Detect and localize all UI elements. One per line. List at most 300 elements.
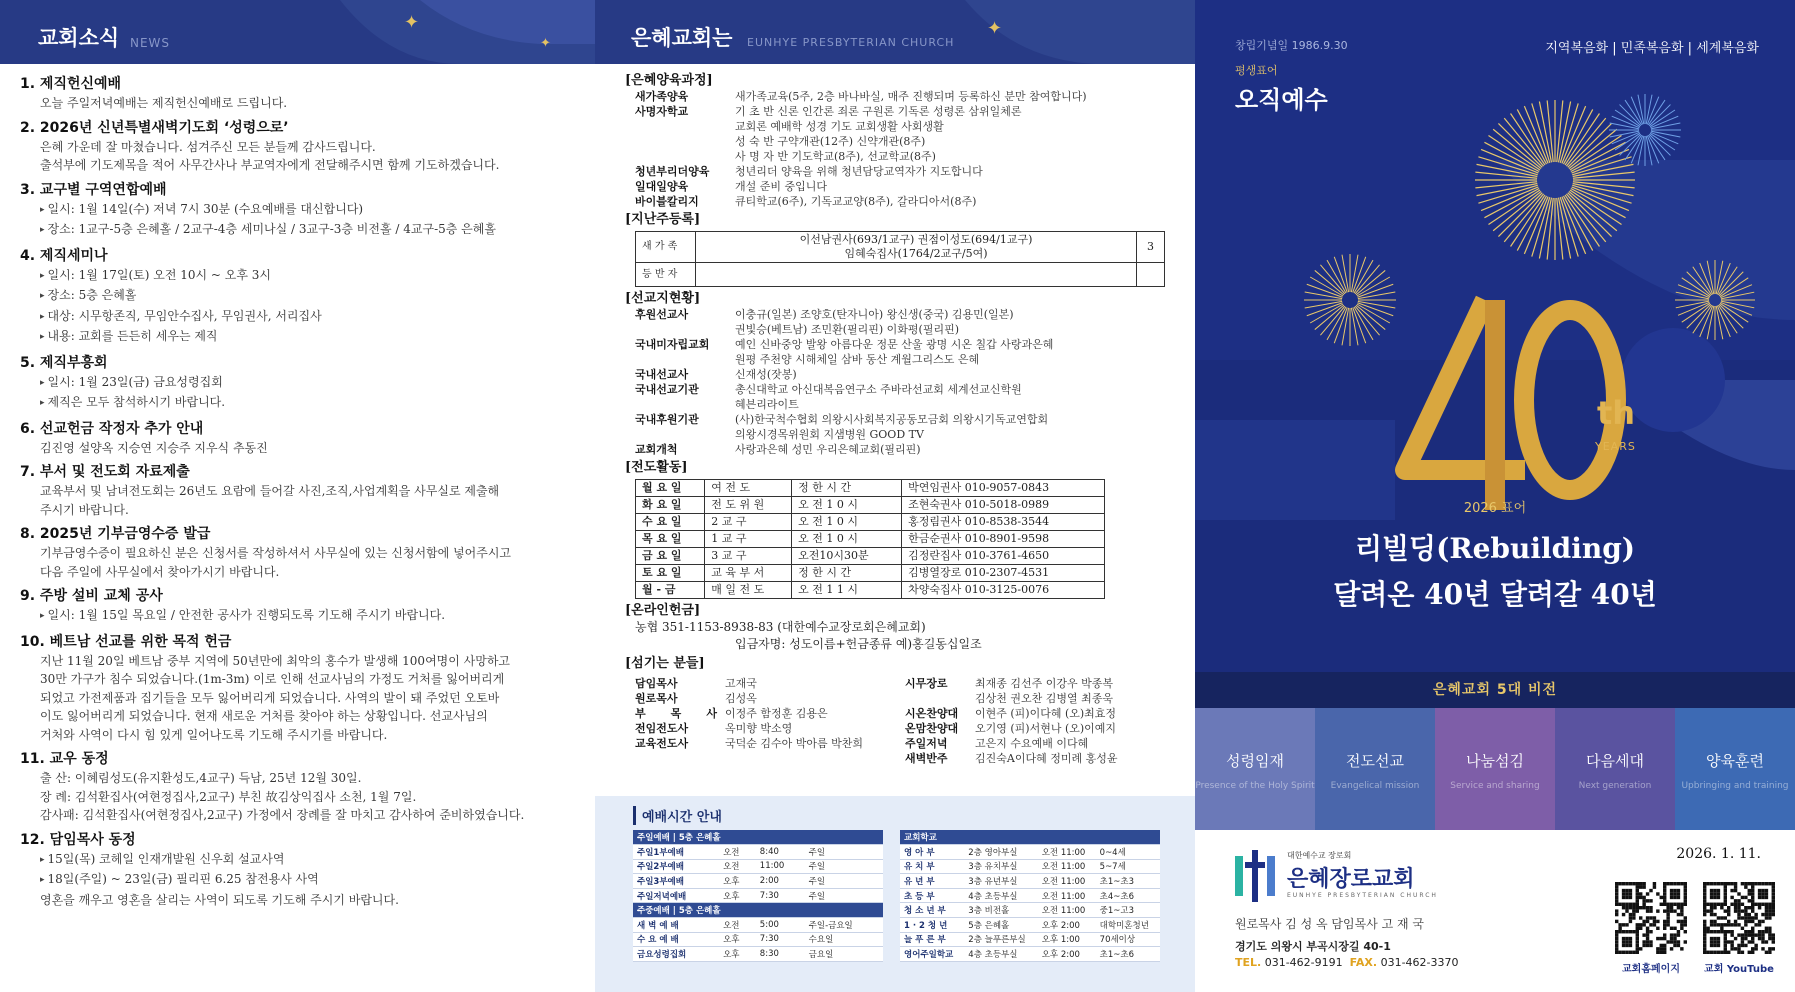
online-account: 농협 351-1153-8938-83 (대한예수교장로회은혜교회) [635, 620, 926, 634]
church-name-en: EUNHYE PRESBYTERIAN CHURCH [1287, 892, 1438, 899]
worship-cell: 5~7세 [1096, 859, 1160, 874]
info-value: 개설 준비 중입니다 [735, 180, 828, 193]
vision-item [1435, 708, 1555, 830]
info-row [625, 104, 1185, 119]
worship-cell: 금요성령집회 [633, 947, 719, 962]
news-item-title: 10. 베트남 선교를 위한 목적 헌금 [20, 633, 232, 650]
info-row [625, 179, 1185, 194]
server-label: 전임전도사 [635, 722, 689, 735]
news-item-line: ▸ 일시: 1월 15일 목요일 / 안전한 공사가 진행되도록 기도해 주시기 바랍니다. [20, 606, 588, 627]
evangel-row [636, 480, 1105, 497]
info-label: 사명자학교 [635, 105, 689, 118]
news-item-line: ▸ 일시: 1월 14일(수) 저녁 7시 30분 (수요예배를 대신합니다) [20, 200, 588, 221]
worship-cell: 주일-금요일 [805, 918, 883, 933]
worship-cell: 새 벽 예 배 [633, 918, 719, 933]
news-item [20, 586, 588, 627]
worship-cell: 주일저녁예배 [633, 888, 719, 903]
worship-row [900, 932, 1160, 947]
worship-cell: 금요일 [805, 947, 883, 962]
server-names: 국덕순 김수아 박아름 박찬희 [725, 737, 864, 750]
worship-cell: 영어주일학교 [900, 947, 964, 962]
evangel-cell: 박연임권사 010-9057-0843 [902, 480, 1105, 497]
worship-cell: 오후 1:00 [1038, 932, 1096, 947]
evangel-cell: 한금순권사 010-8901-9598 [902, 531, 1105, 548]
worship-cell: 주일3부예배 [633, 874, 719, 889]
info-row [625, 149, 1185, 164]
evangel-cell: 월 요 일 [636, 480, 705, 497]
evangel-cell: 오 전 1 0 시 [792, 531, 902, 548]
evangel-cell: 정 한 시 간 [792, 565, 902, 582]
evangel-cell: 김병열장로 010-2307-4531 [902, 565, 1105, 582]
anniversary-th: th [1597, 394, 1636, 432]
info-label [625, 119, 735, 134]
worship-cell: 청 소 년 부 [900, 903, 964, 918]
evangel-cell: 전 도 위 원 [705, 497, 792, 514]
evangel-row [636, 531, 1105, 548]
evangel-cell: 화 요 일 [636, 497, 705, 514]
evangel-cell: 오 전 1 1 시 [792, 582, 902, 599]
vision-title: 은혜교회 5대 비전 [1195, 672, 1795, 708]
news-item-line: 기부금영수증이 필요하신 분은 신청서를 작성하셔서 사무실에 있는 신청서함에 넣어주시고 [40, 546, 512, 560]
worship-times [595, 796, 1200, 992]
news-item-title: 9. 주방 설비 교체 공사 [20, 588, 163, 604]
worship-cell: 유 치 부 [900, 859, 964, 874]
info-value: 최재종 김선주 이강우 박종복 [975, 677, 1114, 690]
firework-icon [1304, 254, 1396, 346]
news-item [20, 524, 588, 581]
worship-cell: 3층 비전홀 [964, 903, 1037, 918]
news-item-line: 은혜 가운데 잘 마쳤습니다. 섬겨주신 모든 분들께 감사드립니다. [40, 139, 376, 154]
life-motto: 오직예수 [1235, 86, 1328, 114]
info-value: 이현주 (피)이다혜 (오)최효정 [975, 707, 1117, 720]
news-item-title: 11. 교우 동정 [20, 751, 109, 767]
gospel-mottos: 지역복음화 | 민족복음화 | 세계복음화 [1545, 41, 1759, 56]
slogan-line-1: 리빌딩(Rebuilding) [1354, 532, 1636, 565]
vision-name: 나눔섬김 [1466, 752, 1524, 770]
evangel-cell: 오전10시30분 [792, 548, 902, 565]
tel-label: TEL. [1235, 956, 1262, 969]
servers [625, 676, 1185, 766]
news-item-title: 8. 2025년 기부금영수증 발급 [20, 526, 211, 542]
info-row [895, 751, 1165, 766]
worship-cell: 2층 늘푸른부실 [964, 932, 1037, 947]
info-value: 기 초 반 신론 인간론 죄론 구원론 기독론 성령론 삼위일체론 [735, 105, 1022, 118]
star-icon: ✦ [404, 12, 420, 33]
worship-cell: 오전 11:00 [1038, 859, 1096, 874]
worship-row [900, 918, 1160, 933]
worship-cell: 수 요 예 배 [633, 932, 719, 947]
worship-row [900, 903, 1160, 918]
evangel-row [636, 548, 1105, 565]
news-header [0, 0, 595, 64]
news-item [20, 353, 588, 414]
info-value: 예인 신바중앙 발왕 아름다운 정문 산울 광명 시온 칠갑 사랑과은혜 [735, 338, 1054, 351]
worship-cell: 0~4세 [1096, 845, 1160, 860]
vision-name: 다음세대 [1586, 752, 1644, 770]
training-title: [은혜양육과정] [625, 73, 713, 88]
anniversary-years: YEARS [1595, 440, 1636, 453]
info-label [625, 134, 735, 149]
worship-cell: 주일 [805, 859, 883, 874]
vision-item [1675, 708, 1795, 830]
news-item-line: 영혼을 깨우고 영혼을 살리는 사역이 되도록 기도해 주시기 바랍니다. [40, 892, 399, 907]
servers-title: [섬기는 분들] [625, 656, 705, 671]
life-motto-label: 평생표어 [1235, 64, 1278, 77]
news-item-line: ▸ 제직은 모두 참석하시기 바랍니다. [20, 393, 588, 414]
worship-cell: 주일2부예배 [633, 859, 719, 874]
news-item-line: ▸ 내용: 교회를 든든히 세우는 제직 [20, 327, 588, 348]
info-value: (사)한국척수협회 의왕시사회복지공동모금회 의왕시기독교연합회 [735, 413, 1049, 426]
news-column [0, 0, 595, 992]
evangel-row [636, 514, 1105, 531]
year-motto-label: 2026 표어 [1463, 501, 1527, 516]
news-subtitle: NEWS [130, 36, 171, 50]
info-row [625, 337, 1185, 352]
worship-cell: 오후 [719, 888, 756, 903]
news-item [20, 419, 588, 458]
server-row [625, 676, 895, 691]
bulletin-date: 2026. 1. 11. [1676, 846, 1761, 862]
worship-row [633, 932, 883, 947]
server-label: 담임목사 [635, 677, 678, 690]
worship-cell: 오후 2:00 [1038, 918, 1096, 933]
news-item-line: 이도 잃어버리게 되었습니다. 현재 새로운 거처를 찾아야 하는 상황입니다. 선교사님의 [40, 709, 488, 723]
news-item-line: 거처와 사역이 다시 힘 있게 일어나도록 기도해 주시기를 바랍니다. [40, 727, 388, 742]
homepage-qr-caption: 교회홈페이지 [1622, 964, 1680, 975]
worship-header-row [633, 830, 883, 845]
worship-cell: 8:30 [756, 947, 805, 962]
worship-cell: 4층 초등부실 [964, 888, 1037, 903]
youtube-qr-caption: 교회 YouTube [1704, 964, 1774, 975]
evangel-cell: 수 요 일 [636, 514, 705, 531]
evangel-cell: 목 요 일 [636, 531, 705, 548]
phones [1235, 956, 1459, 969]
evangel-cell: 조현숙권사 010-5018-0989 [902, 497, 1105, 514]
info-label: 교회개척 [635, 443, 678, 456]
info-value: 고은지 수요예배 이다혜 [975, 737, 1089, 750]
fax-number: 031-462-3370 [1380, 956, 1459, 969]
worship-cell: 3층 유치부실 [964, 859, 1037, 874]
info-value: 사 명 자 반 기도학교(8주), 선교학교(8주) [735, 150, 936, 163]
info-value: 사랑과은혜 성민 우리은혜교회(필리핀) [735, 443, 921, 456]
news-item-title: 2. 2026년 신년특별새벽기도회 ‘성령으로’ [20, 119, 289, 136]
registration-row [636, 232, 1165, 263]
registration-names [696, 263, 1137, 287]
info-label [625, 322, 735, 337]
slogan-line-2: 달려온 40년 달려갈 40년 [1333, 578, 1657, 611]
worship-cell: 영 아 부 [900, 845, 964, 860]
info-label [625, 149, 735, 164]
news-item-line: ▸ 18일(주일) ~ 23일(금) 필리핀 6.25 참전용사 사역 [20, 870, 588, 891]
evangel-cell: 차양숙집사 010-3125-0076 [902, 582, 1105, 599]
worship-row [633, 874, 883, 889]
worship-cell: 2층 영아부실 [964, 845, 1037, 860]
info-label: 온맘찬양대 [905, 722, 959, 735]
news-item-line: 오늘 주일저녁예배는 제직헌신예배로 드립니다. [40, 96, 288, 110]
news-item-line: 출석부에 기도제목을 적어 사무간사나 부교역자에게 전달해주시면 함께 기도하겠습니다. [40, 158, 500, 172]
news-item-line: 다음 주일에 사무실에서 찾아가시기 바랍니다. [40, 564, 280, 579]
worship-cell: 5층 은혜홀 [964, 918, 1037, 933]
server-row [625, 736, 895, 751]
server-label: 부 목 사 [635, 707, 717, 720]
news-item-line: ▸ 대상: 시무항존직, 무임안수집사, 무임권사, 서리집사 [20, 307, 588, 328]
worship-title: 예배시간 안내 [633, 806, 722, 825]
info-value: 총신대학교 아신대복음연구소 주바라선교회 세계선교신학원 [735, 383, 1022, 396]
news-item [20, 74, 588, 113]
info-row [895, 721, 1165, 736]
server-names: 이정주 함정훈 김용은 [725, 707, 828, 720]
info-row [895, 676, 1165, 691]
info-label: 국내선교기관 [635, 383, 699, 396]
worship-cell: 초1~초6 [1096, 947, 1160, 962]
worship-header: 교회학교 [900, 830, 1160, 845]
worship-row [633, 845, 883, 860]
evangel-cell: 오 전 1 0 시 [792, 497, 902, 514]
worship-cell: 주일1부예배 [633, 845, 719, 860]
info-row [625, 382, 1185, 397]
registration-table [635, 231, 1165, 287]
news-item-line: 되었고 가전제품과 집기들을 모두 잃어버리게 되었습니다. 사역의 발이 돼 주었던 오토바 [40, 690, 500, 705]
info-row [625, 397, 1185, 412]
address: 경기도 의왕시 부곡시장길 40-1 [1235, 940, 1391, 953]
tel-number: 031-462-9191 [1264, 956, 1343, 969]
info-label: 바이블칼리지 [635, 195, 699, 208]
worship-row [900, 888, 1160, 903]
info-label: 새벽반주 [905, 752, 948, 765]
school-table [900, 830, 1160, 962]
news-item [20, 749, 588, 825]
church-info-title: 은혜교회는 [631, 25, 733, 50]
vision-name: 성령임재 [1226, 752, 1284, 770]
news-item-line: ▸ 일시: 1월 17일(토) 오전 10시 ~ 오후 3시 [20, 266, 588, 287]
info-value: 오기영 (피)서현나 (오)이예지 [975, 722, 1117, 735]
evangel-cell: 1 교 구 [705, 531, 792, 548]
info-row [625, 322, 1185, 337]
worship-cell: 주일 [805, 845, 883, 860]
info-value: 혜븐리라이트 [735, 398, 799, 411]
news-item-title: 6. 선교헌금 작정자 추가 안내 [20, 420, 204, 437]
news-item-title: 7. 부서 및 전도회 자료제출 [20, 464, 190, 480]
vision-item [1555, 708, 1675, 830]
founded-date: 창립기념일 1986.9.30 [1235, 39, 1348, 52]
evangel-cell: 김정란집사 010-3761-4650 [902, 548, 1105, 565]
evangel-row [636, 582, 1105, 599]
info-label: 국내선교사 [635, 368, 689, 381]
evangel-cell: 오 전 1 0 시 [792, 514, 902, 531]
info-row [625, 89, 1185, 104]
evangel-cell: 2 교 구 [705, 514, 792, 531]
evangel-cell: 매 일 전 도 [705, 582, 792, 599]
worship-cell: 대학미혼청년 [1096, 918, 1160, 933]
worship-cell: 오전 [719, 918, 756, 933]
info-label: 시무장로 [905, 677, 948, 690]
registration-label: 새 가 족 [636, 232, 696, 263]
news-item [20, 462, 588, 519]
news-item-line: 교육부서 및 남녀전도회는 26년도 요람에 들어갈 사진,조직,사업계획을 사무실로 제출해 [40, 484, 500, 498]
evangel-cell: 월 - 금 [636, 582, 705, 599]
worship-row [900, 947, 1160, 962]
info-row [625, 427, 1185, 442]
vision-name-en: Service and sharing [1450, 781, 1540, 791]
worship-cell: 초 등 부 [900, 888, 964, 903]
evangel-cell: 정 한 시 간 [792, 480, 902, 497]
worship-table [633, 830, 883, 962]
church-logo-icon [1235, 850, 1275, 902]
info-value: 새가족교육(5주, 2층 바나바실, 매주 진행되며 등록하신 분만 참여합니다) [735, 90, 1087, 103]
info-value: 김진숙A이다혜 정미례 홍성윤 [975, 752, 1118, 765]
server-names: 옥미향 박소영 [725, 722, 793, 735]
news-item [20, 830, 588, 910]
news-item-title: 3. 교구별 구역연합예배 [20, 181, 167, 198]
evangel-cell: 토 요 일 [636, 565, 705, 582]
news-item-line: 30만 가구가 침수 되었습니다.(1m-3m) 이로 인해 선교사님의 가정도 거처를 잃어버리게 [40, 672, 505, 686]
church-info-body [625, 70, 1185, 766]
info-value: 청년리더 양육을 위해 청년담당교역자가 지도합니다 [735, 165, 983, 178]
worship-cell: 오전 11:00 [1038, 845, 1096, 860]
mission-title: [선교지현황] [625, 291, 701, 306]
church-name: 은혜장로교회 [1287, 867, 1415, 892]
news-item-line: 출 산: 이혜림성도(유지환성도,4교구) 득남, 25년 12월 30일. [40, 771, 362, 785]
news-item [20, 246, 588, 348]
vision-list [1195, 708, 1795, 830]
servers-right [895, 676, 1165, 766]
evangel-table [635, 479, 1105, 599]
youtube-qr-icon[interactable] [1703, 882, 1775, 954]
worship-cell: 11:00 [756, 859, 805, 874]
church-footer [1195, 830, 1795, 992]
evangel-cell: 금 요 일 [636, 548, 705, 565]
news-item-line: 지난 11월 20일 베트남 중부 지역에 50년만에 최악의 홍수가 발생해 100여명이 사망하고 [40, 653, 511, 668]
worship-cell: 초4~초6 [1096, 888, 1160, 903]
worship-cell: 1 · 2 청 년 [900, 918, 964, 933]
info-label: 국내후원기관 [635, 413, 699, 426]
training-list [625, 89, 1185, 209]
vision-item [1315, 708, 1435, 830]
news-item-title: 5. 제직부흥회 [20, 354, 108, 371]
worship-row [633, 947, 883, 962]
worship-cell: 4층 초등부실 [964, 947, 1037, 962]
worship-cell: 오전 11:00 [1038, 888, 1096, 903]
evangel-cell: 홍정림권사 010-8538-3544 [902, 514, 1105, 531]
info-value: 권빛승(베트남) 조민환(필리핀) 이화평(필리핀) [735, 323, 960, 336]
news-item [20, 180, 588, 241]
info-row [625, 442, 1185, 457]
worship-cell: 8:40 [756, 845, 805, 860]
news-item-title: 12. 담임목사 동정 [20, 831, 136, 848]
info-label: 국내미자립교회 [635, 338, 710, 351]
worship-header: 주일예배 | 5층 은혜홀 [633, 830, 883, 845]
info-label: 일대일양육 [635, 180, 689, 193]
worship-header-row [633, 903, 883, 918]
info-row [625, 134, 1185, 149]
homepage-qr-icon[interactable] [1615, 882, 1687, 954]
info-value: 이충규(일본) 조양호(탄자니아) 왕신생(중국) 김용민(일본) [735, 308, 1014, 321]
info-row [625, 164, 1185, 179]
news-list [20, 74, 588, 914]
news-title: 교회소식 [38, 25, 120, 50]
server-row [625, 721, 895, 736]
worship-cell: 오후 2:00 [1038, 947, 1096, 962]
info-value: 원평 주천양 시해체일 삼바 동산 계월그리스도 은혜 [735, 353, 980, 366]
worship-cell: 유 년 부 [900, 874, 964, 889]
online-title: [온라인헌금] [625, 603, 701, 618]
news-item-line: ▸ 15일(목) 코헤일 인재개발원 신우회 설교사역 [20, 850, 588, 871]
registration-names: 이선남권사(693/1교구) 권점이성도(694/1교구) 임혜숙집사(1764/2교구/5여) [696, 232, 1137, 263]
worship-cell: 오전 11:00 [1038, 874, 1096, 889]
info-label [895, 691, 975, 706]
evangel-title: [전도활동] [625, 460, 688, 475]
news-item-line: 주시기 바랍니다. [40, 502, 129, 517]
server-row [625, 706, 895, 721]
vision-item [1195, 708, 1315, 830]
worship-cell: 2:00 [756, 874, 805, 889]
info-value: 김상천 권오찬 김병열 최종욱 [975, 692, 1114, 705]
info-row [625, 194, 1185, 209]
info-value: 성 숙 반 구약개관(12주) 신약개관(8주) [735, 135, 926, 148]
registration-title: [지난주등록] [625, 212, 701, 227]
vision-name-en: Next generation [1578, 781, 1652, 791]
vision-name: 양육훈련 [1706, 752, 1764, 770]
registration-row [636, 263, 1165, 287]
info-row [625, 412, 1185, 427]
info-row [625, 352, 1185, 367]
news-item [20, 632, 588, 745]
news-item-line: 김진영 설양옥 지승연 지승주 지우식 추동진 [40, 440, 268, 455]
info-label [625, 352, 735, 367]
worship-row [900, 859, 1160, 874]
worship-header-row [900, 830, 1160, 845]
info-row [895, 736, 1165, 751]
info-row [895, 691, 1165, 706]
servers-left [625, 676, 895, 766]
worship-cell: 수요일 [805, 932, 883, 947]
worship-row [633, 859, 883, 874]
info-row [625, 367, 1185, 382]
worship-cell: 7:30 [756, 932, 805, 947]
worship-cell: 70세이상 [1096, 932, 1160, 947]
news-item-line: ▸ 일시: 1월 23일(금) 금요성령집회 [20, 373, 588, 394]
info-label: 청년부리더양육 [635, 165, 710, 178]
news-item-line: 장 례: 김석환집사(여현정집사,2교구) 부친 故김상익집사 소천, 1월 7일. [40, 789, 417, 804]
server-label: 원로목사 [635, 692, 678, 705]
star-icon: ✦ [987, 18, 1003, 39]
info-value: 교회론 예배학 성경 기도 교회생활 사회생활 [735, 120, 944, 133]
vision-name-en: Upbringing and training [1681, 781, 1789, 791]
info-row [625, 119, 1185, 134]
evangel-cell: 여 전 도 [705, 480, 792, 497]
fax-label: FAX. [1349, 956, 1378, 969]
news-item-title: 1. 제직헌신예배 [20, 76, 122, 92]
mission-list [625, 307, 1185, 457]
news-item [20, 118, 588, 175]
worship-row [900, 845, 1160, 860]
news-item-line: ▸ 장소: 1교구-5층 은혜홀 / 2교구-4층 세미나실 / 3교구-3층 비전홀 / 4교구-5층 은혜홀 [20, 220, 588, 241]
info-label: 주일저녁 [905, 737, 948, 750]
worship-cell: 초1~초3 [1096, 874, 1160, 889]
worship-cell: 오후 [719, 932, 756, 947]
info-value: 큐티학교(6주), 기독교교양(8주), 갈라디아서(8주) [735, 195, 977, 208]
info-label [625, 427, 735, 442]
vision-name: 전도선교 [1346, 752, 1404, 770]
registration-count: 3 [1137, 232, 1165, 263]
registration-count [1137, 263, 1165, 287]
worship-cell: 주일 [805, 874, 883, 889]
registration-label: 등 반 자 [636, 263, 696, 287]
server-names: 고재국 [725, 677, 757, 690]
vision-name-en: Presence of the Holy Spirit [1195, 781, 1315, 791]
server-names: 김성옥 [725, 692, 757, 705]
info-row [625, 307, 1185, 322]
